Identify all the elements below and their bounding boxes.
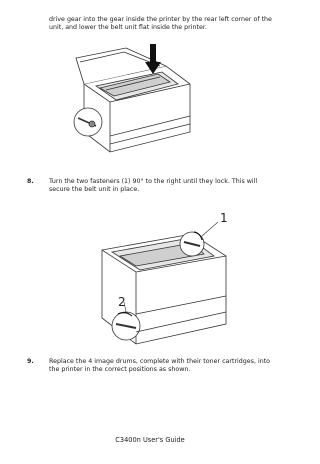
intro-paragraph: drive gear into the gear inside the printer by the rear left corner of the unit, and lower the belt unit flat inside the printer. [49,16,272,32]
callout-2: 2 [118,295,126,309]
page-footer: C3400n User's Guide [115,436,185,444]
step-8-number: 8. [27,178,34,185]
step-8-text: Turn the two fasteners (1) 90° to the right until they lock. This will secure the belt unit in place. [49,178,258,194]
step-9-number: 9. [27,358,34,365]
step-9-text: Replace the 4 image drums, complete with their toner cartridges, into the printer in the correct positions as shown. [49,358,271,374]
figure-belt-unit-install [66,44,196,156]
callout-1: 1 [220,211,228,225]
figure-fasteners-lock [96,206,236,348]
